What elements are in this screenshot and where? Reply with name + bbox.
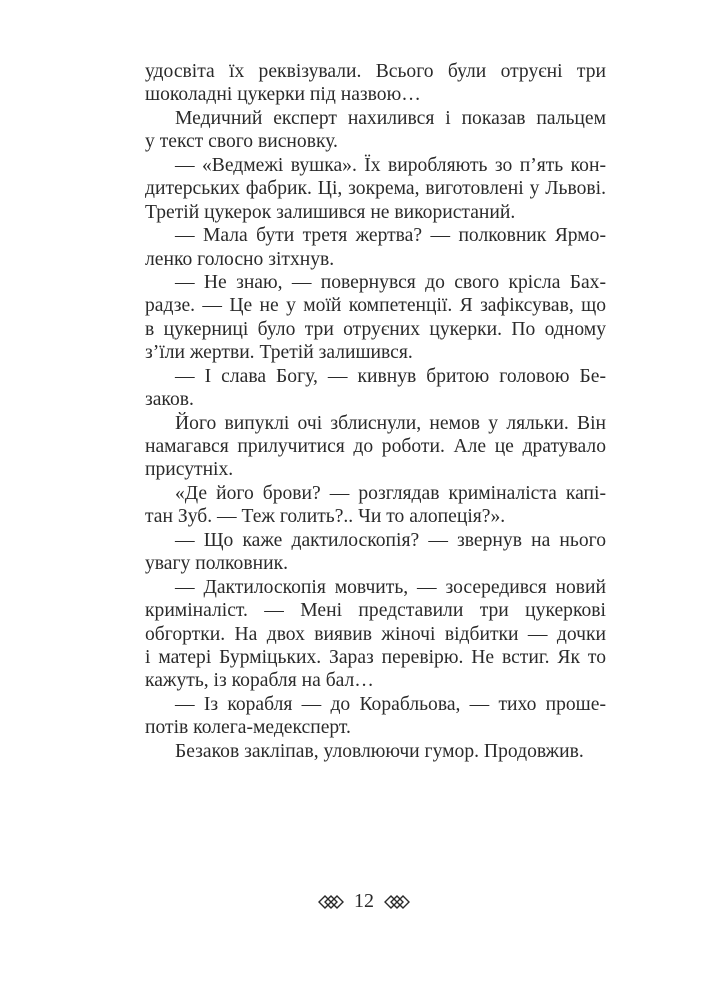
text-line: у текст свого висновку.	[145, 131, 338, 153]
page-number: 12	[354, 890, 374, 912]
paragraph	[145, 60, 606, 107]
knot-ornament-icon	[384, 895, 410, 909]
paragraph	[145, 576, 606, 693]
text-line: Третій цукерок залишився не використаний.	[145, 201, 516, 223]
text-line: заков.	[145, 389, 194, 411]
text-line: — Дактилоскопія мовчить, — зосередився новий	[175, 576, 606, 598]
paragraph	[145, 154, 606, 224]
text-line: «Де його брови? — розглядав криміналіста капі-	[175, 482, 606, 504]
text-line: — «Ведмежі вушка». Їх виробляють зо п’ять кон-	[175, 154, 606, 176]
text-line: шоколадні цукерки під назвою…	[145, 84, 421, 106]
paragraph	[145, 412, 606, 482]
text-line: Його випуклі очі зблиснули, немов у ляльки. Він	[175, 412, 606, 434]
text-line: обгортки. На двох виявив жіночі відбитки — дочки	[145, 623, 606, 645]
text-line: потів колега-медексперт.	[145, 717, 351, 739]
page-body-text	[145, 60, 606, 763]
text-line: і матері Бурміцьких. Зараз перевірю. Не встиг. Як то	[145, 646, 606, 668]
text-line: радзе. — Це не у моїй компетенції. Я зафіксував, що	[145, 295, 606, 317]
text-line: удосвіта їх реквізували. Всього були отруєні три	[145, 61, 606, 82]
paragraph	[145, 224, 606, 271]
text-line: — Не знаю, — повернувся до свого крісла Бах-	[175, 271, 606, 293]
text-line: кажуть, із корабля на бал…	[145, 670, 374, 692]
paragraph	[145, 529, 606, 576]
paragraph	[145, 693, 606, 740]
text-line: тан Зуб. — Теж голить?.. Чи то алопеція?».	[145, 506, 506, 528]
page-footer	[0, 890, 728, 913]
text-line: з’їли жертви. Третій залишився.	[145, 342, 413, 364]
text-line: дитерських фабрик. Ці, зокрема, виготовлені у Львові.	[145, 178, 606, 200]
text-line: — Що каже дактилоскопія? — звернув на нього	[175, 529, 606, 551]
paragraph	[145, 107, 606, 154]
text-line: Медичний експерт нахилився і показав пальцем	[175, 107, 606, 129]
text-line: ленко голосно зітхнув.	[145, 248, 335, 270]
text-line: — І слава Богу, — кивнув бритою головою Бе-	[175, 365, 606, 387]
text-line: — Із корабля — до Корабльова, — тихо проше-	[175, 693, 606, 715]
text-line: — Мала бути третя жертва? — полковник Ярмо-	[175, 225, 606, 247]
paragraph	[145, 271, 606, 365]
knot-ornament-icon	[318, 895, 344, 909]
text-line: увагу полковник.	[145, 553, 288, 575]
text-line: в цукерниці було три отруєних цукерки. По одному	[145, 318, 606, 340]
paragraph	[145, 365, 606, 412]
paragraph	[145, 740, 606, 763]
text-line: присутніх.	[145, 459, 234, 481]
text-line: намагався прилучитися до роботи. Але це дратувало	[145, 436, 606, 457]
text-line: Безаков закліпав, уловлюючи гумор. Продовжив.	[175, 740, 584, 762]
paragraph	[145, 482, 606, 529]
text-line: криміналіст. — Мені представили три цукеркові	[145, 600, 606, 622]
